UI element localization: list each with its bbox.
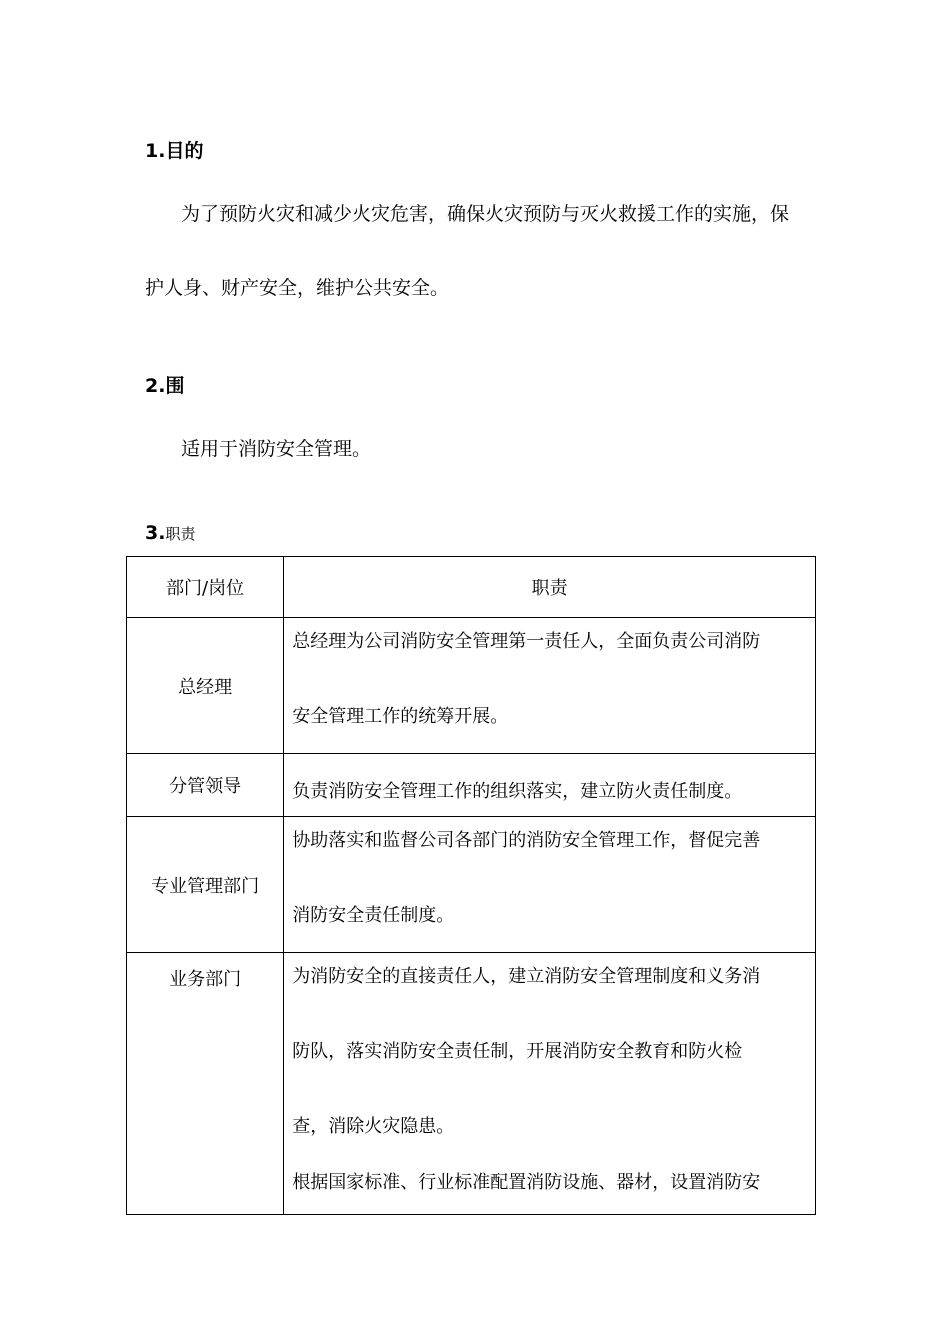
scope-text: 适用于消防安全管理。 xyxy=(181,438,372,460)
duty-line: 安全管理工作的统筹开展。 xyxy=(292,706,509,727)
table-header-row xyxy=(127,557,816,618)
purpose-text-line-1: 为了预防火灾和减少火灾危害，确保火灾预防与灭火救援工作的实施，保 xyxy=(181,203,790,225)
duty-line: 协助落实和监督公司各部门的消防安全管理工作，督促完善 xyxy=(292,830,761,851)
duty-cell xyxy=(284,817,816,953)
duty-cell xyxy=(284,754,816,817)
section-heading-responsibility xyxy=(145,521,195,546)
header-cell-dept xyxy=(127,557,284,618)
dept-cell xyxy=(127,953,284,1215)
dept-label: 分管领导 xyxy=(169,776,242,797)
duty-line: 防队，落实消防安全责任制，开展消防安全教育和防火检 xyxy=(292,1041,743,1062)
dept-label: 总经理 xyxy=(178,676,233,698)
purpose-text-line-2: 护人身、财产安全，维护公共安全。 xyxy=(145,277,450,299)
duty-line: 消防安全责任制度。 xyxy=(292,905,455,926)
duty-line: 查，消除火灾隐患。 xyxy=(292,1116,455,1137)
header-cell-duty xyxy=(284,557,816,618)
section-heading-purpose: 1.目的 xyxy=(145,140,204,162)
duty-line: 负责消防安全管理工作的组织落实，建立防火责任制度。 xyxy=(292,780,743,802)
dept-cell xyxy=(127,754,284,817)
heading-label: 职责 xyxy=(165,525,196,543)
table-row xyxy=(127,953,816,1215)
duty-line: 根据国家标准、行业标准配置消防设施、器材，设置消防安 xyxy=(292,1172,761,1193)
duty-cell xyxy=(284,953,816,1215)
dept-cell xyxy=(127,817,284,953)
dept-label: 专业管理部门 xyxy=(151,875,260,897)
heading-number: 3. xyxy=(145,522,166,544)
header-dept-label: 部门/岗位 xyxy=(166,578,245,599)
table-row xyxy=(127,754,816,817)
table-row xyxy=(127,618,816,754)
table-row xyxy=(127,817,816,953)
duty-cell xyxy=(284,618,816,754)
dept-label: 业务部门 xyxy=(169,969,242,990)
section-heading-scope: 2.围 xyxy=(145,375,185,397)
duty-line: 为消防安全的直接责任人，建立消防安全管理制度和义务消 xyxy=(292,966,761,987)
responsibility-table xyxy=(126,556,816,1215)
dept-cell xyxy=(127,618,284,754)
duty-line: 总经理为公司消防安全管理第一责任人，全面负责公司消防 xyxy=(292,631,761,652)
header-duty-label: 职责 xyxy=(531,578,568,599)
